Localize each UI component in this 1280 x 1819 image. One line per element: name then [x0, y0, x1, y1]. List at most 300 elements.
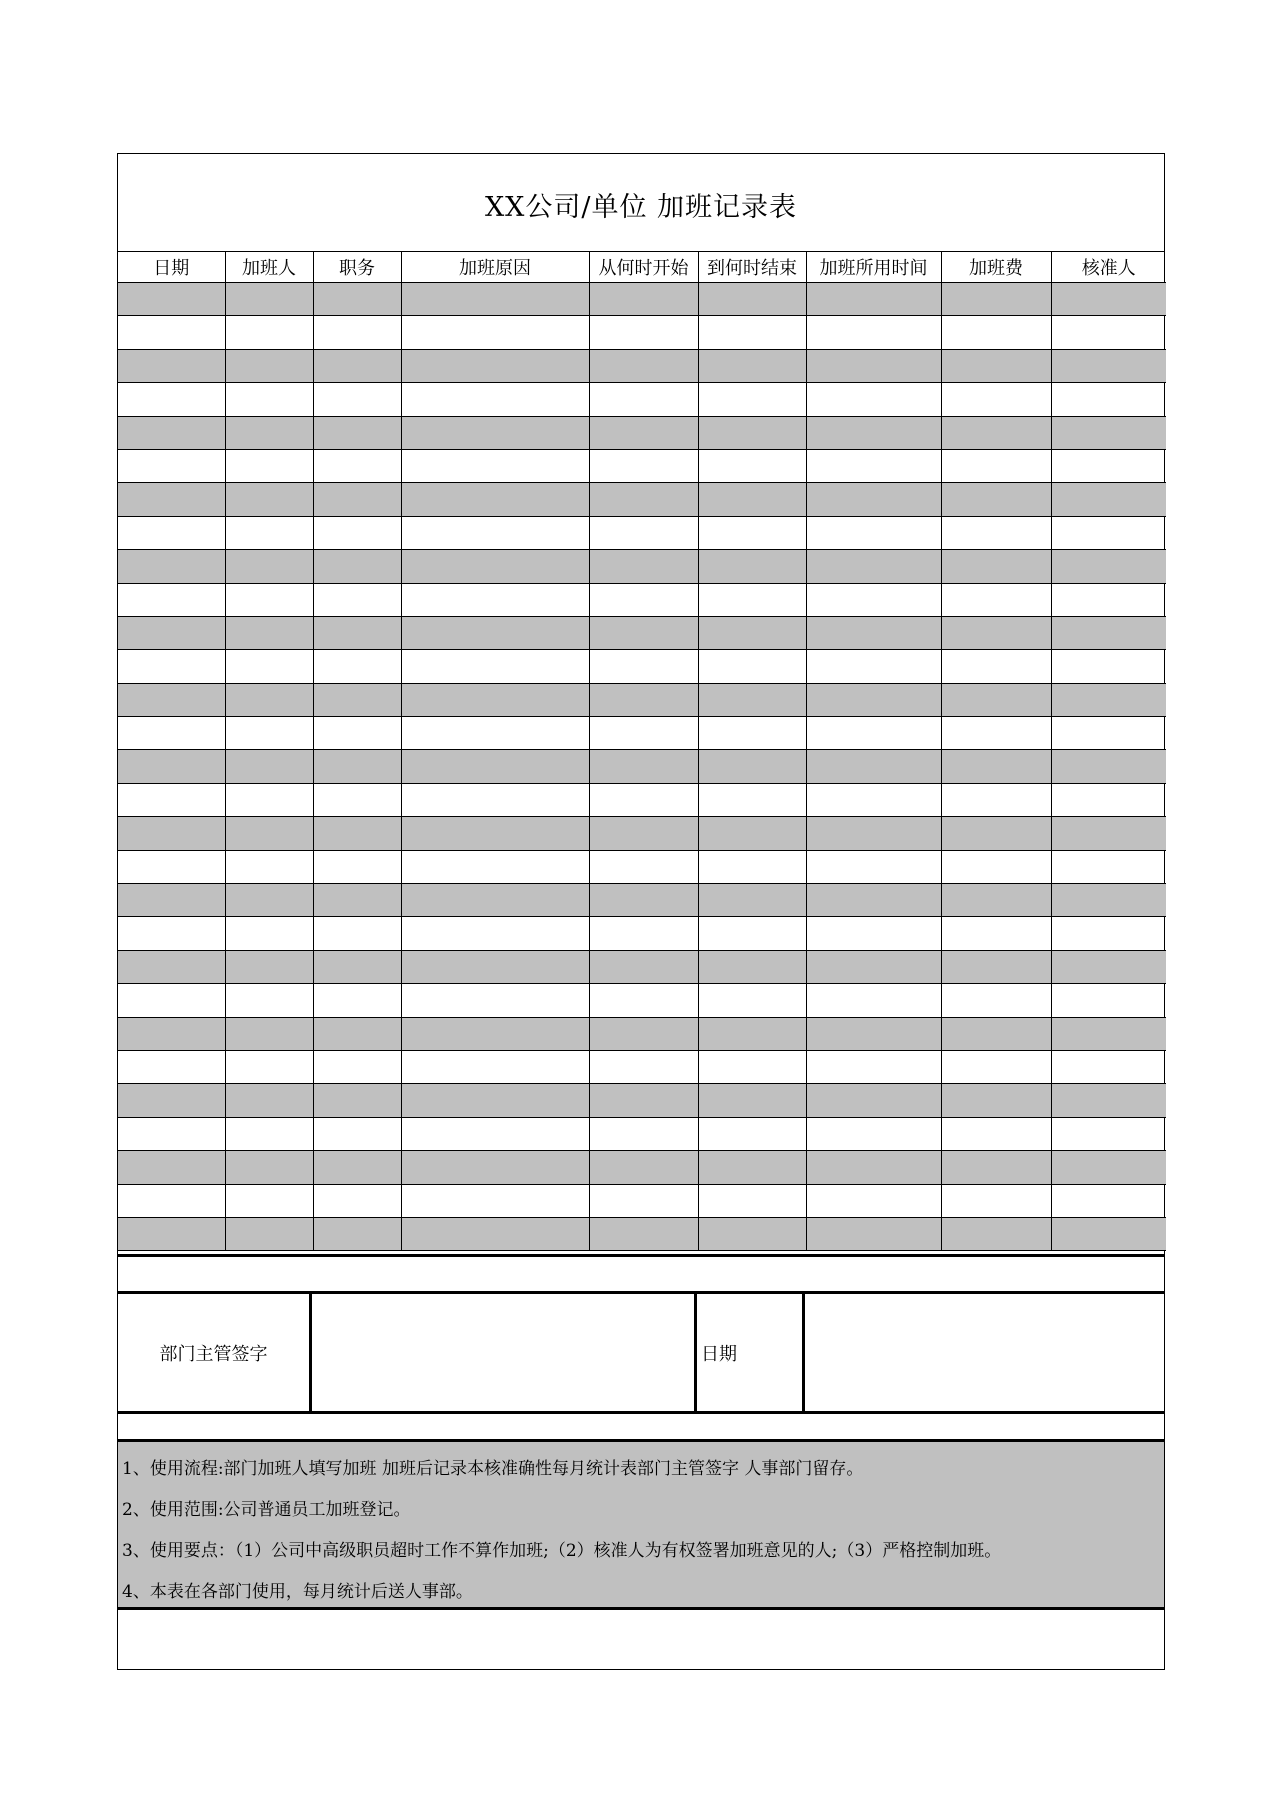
- table-cell[interactable]: [1051, 817, 1166, 850]
- table-cell[interactable]: [401, 717, 589, 750]
- table-cell[interactable]: [589, 449, 698, 482]
- table-cell[interactable]: [589, 516, 698, 549]
- table-cell[interactable]: [401, 1117, 589, 1150]
- table-cell[interactable]: [225, 449, 313, 482]
- table-cell[interactable]: [941, 316, 1051, 349]
- table-cell[interactable]: [118, 984, 225, 1017]
- table-cell[interactable]: [313, 449, 401, 482]
- table-cell[interactable]: [698, 1017, 806, 1050]
- table-cell[interactable]: [118, 1151, 225, 1184]
- table-cell[interactable]: [941, 783, 1051, 816]
- table-cell[interactable]: [806, 1117, 941, 1150]
- table-cell[interactable]: [806, 349, 941, 382]
- table-cell[interactable]: [806, 817, 941, 850]
- table-cell[interactable]: [589, 616, 698, 649]
- table-cell[interactable]: [941, 817, 1051, 850]
- table-cell[interactable]: [225, 516, 313, 549]
- table-cell[interactable]: [698, 616, 806, 649]
- table-cell[interactable]: [118, 884, 225, 917]
- table-cell[interactable]: [589, 349, 698, 382]
- table-cell[interactable]: [1051, 483, 1166, 516]
- table-cell[interactable]: [589, 884, 698, 917]
- table-cell[interactable]: [1051, 1017, 1166, 1050]
- table-cell[interactable]: [806, 984, 941, 1017]
- table-cell[interactable]: [589, 1184, 698, 1217]
- table-cell[interactable]: [401, 483, 589, 516]
- table-row: [118, 950, 1166, 983]
- table-cell[interactable]: [118, 917, 225, 950]
- table-cell[interactable]: [225, 349, 313, 382]
- table-cell[interactable]: [225, 817, 313, 850]
- table-cell[interactable]: [589, 917, 698, 950]
- table-cell[interactable]: [941, 750, 1051, 783]
- table-cell[interactable]: [1051, 583, 1166, 616]
- table-row: [118, 850, 1166, 883]
- table-cell[interactable]: [118, 817, 225, 850]
- table-cell[interactable]: [225, 550, 313, 583]
- table-cell[interactable]: [941, 616, 1051, 649]
- table-cell[interactable]: [806, 416, 941, 449]
- table-cell[interactable]: [401, 683, 589, 716]
- table-cell[interactable]: [806, 516, 941, 549]
- table-row: [118, 717, 1166, 750]
- table-cell[interactable]: [313, 1084, 401, 1117]
- table-cell[interactable]: [806, 383, 941, 416]
- table-cell[interactable]: [401, 1151, 589, 1184]
- table-cell[interactable]: [313, 717, 401, 750]
- table-cell[interactable]: [1051, 316, 1166, 349]
- table-cell[interactable]: [589, 483, 698, 516]
- table-cell[interactable]: [401, 950, 589, 983]
- table-cell[interactable]: [401, 1217, 589, 1250]
- table-cell[interactable]: [401, 516, 589, 549]
- table-cell[interactable]: [589, 650, 698, 683]
- table-cell[interactable]: [589, 750, 698, 783]
- table-cell[interactable]: [806, 683, 941, 716]
- table-row: [118, 884, 1166, 917]
- table-cell[interactable]: [118, 550, 225, 583]
- table-cell[interactable]: [941, 416, 1051, 449]
- table-cell[interactable]: [941, 717, 1051, 750]
- table-cell[interactable]: [698, 650, 806, 683]
- table-cell[interactable]: [118, 850, 225, 883]
- note-item: 3、使用要点：（1）公司中高级职员超时工作不算作加班;（2）核准人为有权签署加班意见的人;（3）严格控制加班。: [122, 1541, 1002, 1561]
- table-cell[interactable]: [806, 650, 941, 683]
- supervisor-signature-field[interactable]: [312, 1294, 697, 1411]
- table-cell[interactable]: [118, 783, 225, 816]
- table-cell[interactable]: [313, 1050, 401, 1083]
- blank-band-lower: [118, 1414, 1164, 1442]
- table-cell[interactable]: [589, 550, 698, 583]
- table-cell[interactable]: [225, 750, 313, 783]
- table-cell[interactable]: [1051, 984, 1166, 1017]
- table-cell[interactable]: [1051, 1151, 1166, 1184]
- table-cell[interactable]: [589, 950, 698, 983]
- table-header-row: [118, 252, 1166, 283]
- table-cell[interactable]: [698, 917, 806, 950]
- table-cell[interactable]: [225, 950, 313, 983]
- table-cell[interactable]: [806, 717, 941, 750]
- table-cell[interactable]: [698, 1117, 806, 1150]
- table-cell[interactable]: [401, 650, 589, 683]
- table-cell[interactable]: [698, 1084, 806, 1117]
- note-item: 1、使用流程:部门加班人填写加班 加班后记录本核准确性每月统计表部门主管签字 人事部门留存。: [122, 1459, 864, 1479]
- date-label: 日期: [701, 1343, 737, 1365]
- table-cell[interactable]: [313, 1184, 401, 1217]
- table-cell[interactable]: [941, 984, 1051, 1017]
- table-cell[interactable]: [118, 1050, 225, 1083]
- table-cell[interactable]: [806, 483, 941, 516]
- table-row: [118, 1084, 1166, 1117]
- table-cell[interactable]: [589, 984, 698, 1017]
- table-cell[interactable]: [941, 283, 1051, 316]
- column-header-person: 加班人: [225, 252, 313, 283]
- table-cell[interactable]: [313, 950, 401, 983]
- table-cell[interactable]: [313, 416, 401, 449]
- table-cell[interactable]: [589, 1151, 698, 1184]
- table-cell[interactable]: [401, 316, 589, 349]
- table-cell[interactable]: [698, 583, 806, 616]
- table-cell[interactable]: [589, 383, 698, 416]
- table-cell[interactable]: [225, 984, 313, 1017]
- table-cell[interactable]: [1051, 1084, 1166, 1117]
- table-row: [118, 616, 1166, 649]
- table-cell[interactable]: [806, 616, 941, 649]
- table-cell[interactable]: [225, 1050, 313, 1083]
- table-cell[interactable]: [1051, 950, 1166, 983]
- table-cell[interactable]: [698, 717, 806, 750]
- table-row: [118, 449, 1166, 482]
- table-cell[interactable]: [225, 1084, 313, 1117]
- table-cell[interactable]: [118, 1117, 225, 1150]
- table-cell[interactable]: [806, 1017, 941, 1050]
- table-cell[interactable]: [941, 950, 1051, 983]
- blank-band: [118, 1254, 1164, 1294]
- table-row: [118, 1050, 1166, 1083]
- table-cell[interactable]: [313, 884, 401, 917]
- table-cell[interactable]: [589, 583, 698, 616]
- page-title: XX公司/单位 加班记录表: [484, 192, 798, 223]
- table-cell[interactable]: [941, 483, 1051, 516]
- table-cell[interactable]: [806, 1217, 941, 1250]
- table-row: [118, 1184, 1166, 1217]
- table-cell[interactable]: [1051, 616, 1166, 649]
- table-cell[interactable]: [225, 1117, 313, 1150]
- table-cell[interactable]: [698, 1050, 806, 1083]
- table-cell[interactable]: [806, 449, 941, 482]
- table-cell[interactable]: [401, 917, 589, 950]
- table-cell[interactable]: [941, 1184, 1051, 1217]
- table-cell[interactable]: [806, 884, 941, 917]
- table-cell[interactable]: [698, 1217, 806, 1250]
- table-cell[interactable]: [313, 783, 401, 816]
- table-cell[interactable]: [806, 1184, 941, 1217]
- table-cell[interactable]: [1051, 884, 1166, 917]
- table-cell[interactable]: [313, 683, 401, 716]
- table-cell[interactable]: [118, 683, 225, 716]
- table-cell[interactable]: [401, 750, 589, 783]
- table-cell[interactable]: [806, 583, 941, 616]
- table-cell[interactable]: [589, 717, 698, 750]
- column-header-fee: 加班费: [941, 252, 1051, 283]
- table-cell[interactable]: [941, 1117, 1051, 1150]
- table-cell[interactable]: [806, 1084, 941, 1117]
- table-cell[interactable]: [1051, 917, 1166, 950]
- table-cell[interactable]: [401, 583, 589, 616]
- column-header-end: 到何时结束: [698, 252, 806, 283]
- table-cell[interactable]: [589, 416, 698, 449]
- table-cell[interactable]: [313, 1151, 401, 1184]
- table-cell[interactable]: [313, 650, 401, 683]
- table-cell[interactable]: [1051, 283, 1166, 316]
- table-cell[interactable]: [806, 283, 941, 316]
- table-cell[interactable]: [1051, 650, 1166, 683]
- table-cell[interactable]: [1051, 1184, 1166, 1217]
- table-cell[interactable]: [225, 1151, 313, 1184]
- table-cell[interactable]: [313, 283, 401, 316]
- table-cell[interactable]: [118, 1217, 225, 1250]
- table-cell[interactable]: [698, 783, 806, 816]
- table-cell[interactable]: [1051, 1117, 1166, 1150]
- table-cell[interactable]: [698, 1184, 806, 1217]
- note-item: 2、使用范围:公司普通员工加班登记。: [122, 1500, 411, 1520]
- table-cell[interactable]: [401, 1184, 589, 1217]
- table-cell[interactable]: [698, 416, 806, 449]
- table-cell[interactable]: [225, 416, 313, 449]
- table-cell[interactable]: [698, 984, 806, 1017]
- table-cell[interactable]: [401, 1050, 589, 1083]
- table-cell[interactable]: [118, 1184, 225, 1217]
- table-cell[interactable]: [589, 1117, 698, 1150]
- table-cell[interactable]: [401, 1084, 589, 1117]
- table-cell[interactable]: [225, 383, 313, 416]
- table-cell[interactable]: [118, 383, 225, 416]
- table-cell[interactable]: [225, 1184, 313, 1217]
- table-cell[interactable]: [1051, 850, 1166, 883]
- table-cell[interactable]: [698, 349, 806, 382]
- table-cell[interactable]: [589, 683, 698, 716]
- table-cell[interactable]: [225, 316, 313, 349]
- table-cell[interactable]: [401, 1017, 589, 1050]
- table-cell[interactable]: [1051, 416, 1166, 449]
- table-cell[interactable]: [941, 583, 1051, 616]
- column-header-position: 职务: [313, 252, 401, 283]
- table-row: [118, 416, 1166, 449]
- column-header-duration: 加班所用时间: [806, 252, 941, 283]
- table-cell[interactable]: [941, 449, 1051, 482]
- overtime-table: [118, 252, 1166, 1251]
- table-cell[interactable]: [225, 850, 313, 883]
- table-cell[interactable]: [698, 884, 806, 917]
- table-cell[interactable]: [698, 683, 806, 716]
- table-cell[interactable]: [225, 783, 313, 816]
- table-cell[interactable]: [401, 416, 589, 449]
- table-cell[interactable]: [806, 783, 941, 816]
- table-cell[interactable]: [941, 650, 1051, 683]
- table-cell[interactable]: [941, 349, 1051, 382]
- table-cell[interactable]: [1051, 1050, 1166, 1083]
- table-cell[interactable]: [118, 616, 225, 649]
- table-cell[interactable]: [401, 616, 589, 649]
- table-cell[interactable]: [698, 516, 806, 549]
- table-cell[interactable]: [401, 817, 589, 850]
- table-cell[interactable]: [225, 717, 313, 750]
- table-cell[interactable]: [118, 950, 225, 983]
- table-cell[interactable]: [589, 1017, 698, 1050]
- table-cell[interactable]: [698, 950, 806, 983]
- table-cell[interactable]: [225, 917, 313, 950]
- table-cell[interactable]: [118, 349, 225, 382]
- table-cell[interactable]: [118, 416, 225, 449]
- column-header-approver: 核准人: [1051, 252, 1166, 283]
- table-cell[interactable]: [589, 283, 698, 316]
- date-field[interactable]: [805, 1294, 1164, 1411]
- table-row: [118, 583, 1166, 616]
- table-cell[interactable]: [698, 383, 806, 416]
- table-row: [118, 984, 1166, 1017]
- table-cell[interactable]: [225, 1217, 313, 1250]
- table-cell[interactable]: [698, 283, 806, 316]
- table-cell[interactable]: [225, 683, 313, 716]
- table-cell[interactable]: [225, 483, 313, 516]
- table-cell[interactable]: [698, 449, 806, 482]
- table-cell[interactable]: [589, 1217, 698, 1250]
- table-cell[interactable]: [941, 550, 1051, 583]
- table-row: [118, 683, 1166, 716]
- table-cell[interactable]: [118, 449, 225, 482]
- table-cell[interactable]: [225, 1017, 313, 1050]
- table-cell[interactable]: [313, 516, 401, 549]
- table-cell[interactable]: [118, 650, 225, 683]
- table-cell[interactable]: [806, 316, 941, 349]
- table-row: [118, 283, 1166, 316]
- table-cell[interactable]: [225, 583, 313, 616]
- table-cell[interactable]: [941, 516, 1051, 549]
- table-cell[interactable]: [225, 283, 313, 316]
- table-cell[interactable]: [806, 850, 941, 883]
- table-cell[interactable]: [698, 1151, 806, 1184]
- table-row: [118, 483, 1166, 516]
- signature-section: [118, 1254, 1164, 1662]
- table-cell[interactable]: [941, 1151, 1051, 1184]
- table-cell[interactable]: [313, 817, 401, 850]
- table-cell[interactable]: [941, 1217, 1051, 1250]
- table-cell[interactable]: [401, 884, 589, 917]
- table-cell[interactable]: [313, 583, 401, 616]
- table-cell[interactable]: [401, 383, 589, 416]
- table-cell[interactable]: [941, 1017, 1051, 1050]
- table-cell[interactable]: [589, 817, 698, 850]
- table-cell[interactable]: [806, 750, 941, 783]
- table-cell[interactable]: [225, 650, 313, 683]
- table-cell[interactable]: [313, 383, 401, 416]
- table-cell[interactable]: [225, 616, 313, 649]
- table-cell[interactable]: [941, 383, 1051, 416]
- table-cell[interactable]: [941, 850, 1051, 883]
- table-cell[interactable]: [941, 884, 1051, 917]
- table-cell[interactable]: [118, 750, 225, 783]
- table-cell[interactable]: [806, 917, 941, 950]
- table-cell[interactable]: [1051, 717, 1166, 750]
- table-cell[interactable]: [941, 917, 1051, 950]
- table-cell[interactable]: [698, 750, 806, 783]
- table-cell[interactable]: [313, 1117, 401, 1150]
- table-cell[interactable]: [313, 850, 401, 883]
- table-cell[interactable]: [225, 884, 313, 917]
- table-cell[interactable]: [401, 550, 589, 583]
- table-cell[interactable]: [806, 1151, 941, 1184]
- table-cell[interactable]: [1051, 550, 1166, 583]
- table-cell[interactable]: [118, 717, 225, 750]
- table-cell[interactable]: [401, 283, 589, 316]
- table-cell[interactable]: [313, 349, 401, 382]
- table-cell[interactable]: [118, 1017, 225, 1050]
- table-cell[interactable]: [401, 984, 589, 1017]
- table-cell[interactable]: [118, 316, 225, 349]
- table-cell[interactable]: [1051, 683, 1166, 716]
- table-cell[interactable]: [313, 550, 401, 583]
- table-cell[interactable]: [1051, 349, 1166, 382]
- table-cell[interactable]: [698, 550, 806, 583]
- table-cell[interactable]: [698, 817, 806, 850]
- table-cell[interactable]: [313, 1217, 401, 1250]
- table-cell[interactable]: [313, 616, 401, 649]
- table-cell[interactable]: [698, 316, 806, 349]
- date-label-cell: [697, 1294, 805, 1411]
- column-header-date: 日期: [118, 252, 225, 283]
- table-cell[interactable]: [698, 483, 806, 516]
- table-cell[interactable]: [1051, 383, 1166, 416]
- table-cell[interactable]: [401, 349, 589, 382]
- column-header-reason: 加班原因: [401, 252, 589, 283]
- note-item: 4、本表在各部门使用，每月统计后送人事部。: [122, 1582, 473, 1602]
- table-row: [118, 383, 1166, 416]
- table-cell[interactable]: [1051, 1217, 1166, 1250]
- table-cell[interactable]: [313, 750, 401, 783]
- table-cell[interactable]: [941, 1050, 1051, 1083]
- table-cell[interactable]: [1051, 449, 1166, 482]
- table-cell[interactable]: [118, 516, 225, 549]
- table-cell[interactable]: [401, 850, 589, 883]
- table-cell[interactable]: [313, 1017, 401, 1050]
- table-cell[interactable]: [118, 483, 225, 516]
- table-cell[interactable]: [941, 683, 1051, 716]
- table-cell[interactable]: [118, 583, 225, 616]
- table-cell[interactable]: [589, 783, 698, 816]
- table-cell[interactable]: [941, 1084, 1051, 1117]
- table-cell[interactable]: [589, 1084, 698, 1117]
- table-cell[interactable]: [589, 850, 698, 883]
- table-cell[interactable]: [589, 1050, 698, 1083]
- table-cell[interactable]: [1051, 783, 1166, 816]
- table-cell[interactable]: [698, 850, 806, 883]
- table-cell[interactable]: [313, 917, 401, 950]
- table-cell[interactable]: [401, 783, 589, 816]
- table-cell[interactable]: [806, 950, 941, 983]
- table-cell[interactable]: [1051, 750, 1166, 783]
- table-cell[interactable]: [401, 449, 589, 482]
- table-row: [118, 316, 1166, 349]
- table-cell[interactable]: [118, 283, 225, 316]
- table-cell[interactable]: [313, 984, 401, 1017]
- table-cell[interactable]: [118, 1084, 225, 1117]
- table-cell[interactable]: [806, 1050, 941, 1083]
- table-cell[interactable]: [313, 316, 401, 349]
- table-cell[interactable]: [313, 483, 401, 516]
- table-cell[interactable]: [806, 550, 941, 583]
- table-cell[interactable]: [1051, 516, 1166, 549]
- table-cell[interactable]: [589, 316, 698, 349]
